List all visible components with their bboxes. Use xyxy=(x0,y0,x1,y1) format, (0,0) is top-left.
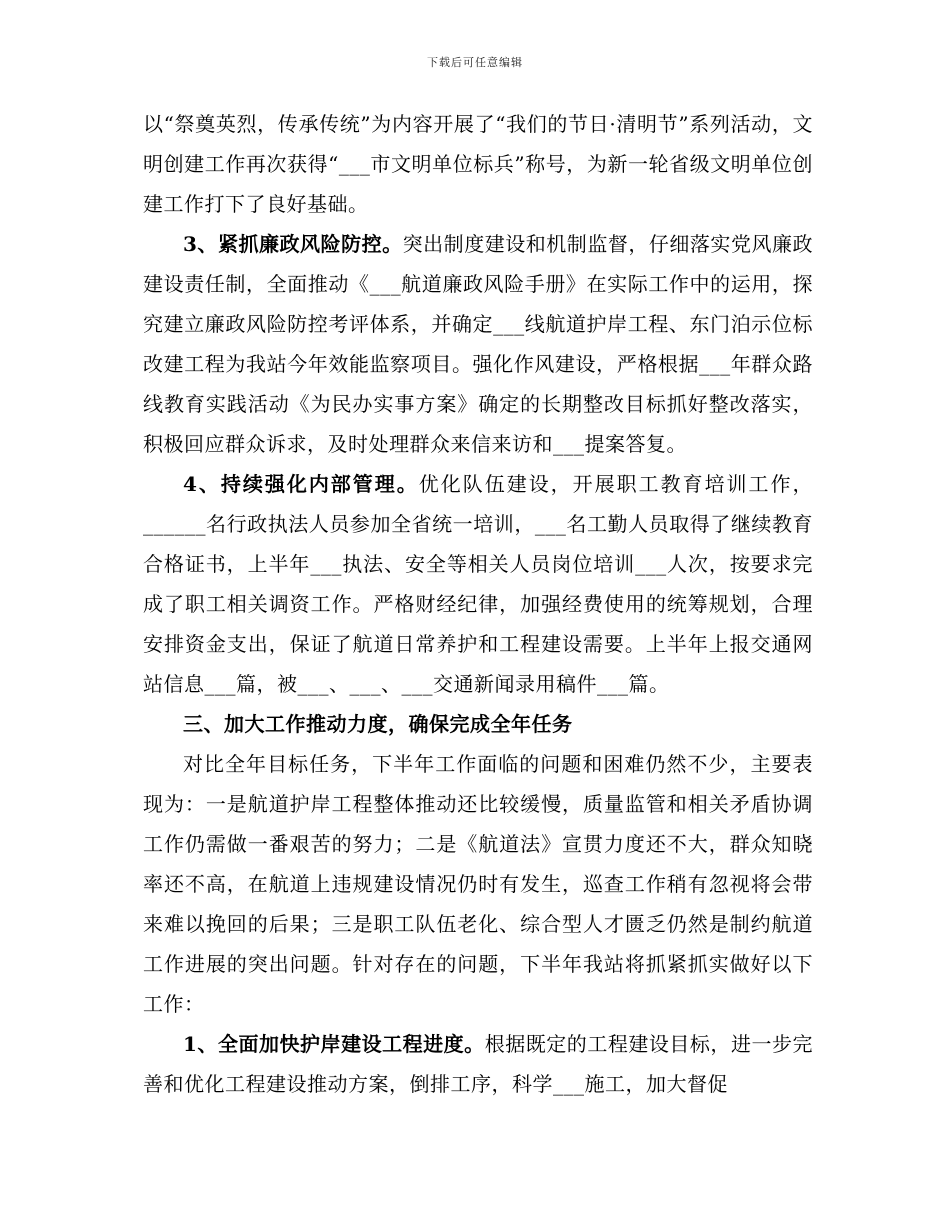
paragraph-6 xyxy=(143,1024,813,1104)
section-heading: 1、全面加快护岸建设工程进度。 xyxy=(183,1032,485,1056)
paragraph-text: 对比全年目标任务，下半年工作面临的问题和困难仍然不少，主要表现为：一是航道护岸工程整体推动还比较缓慢，质量监管和相关矛盾协调工作仍需做一番艰苦的努力；二是《航道法》宣贯力度还不大，群众知晓率还不高，在航道上违规建设情况仍时有发生，巡查工作稍有忽视将会带来难以挽回的后果；三是职工队伍老化、综合型人才匮乏仍然是制约航道工作进展的突出问题。针对存在的问题，下半年我站将抓紧抓实做好以下工作： xyxy=(143,752,813,1016)
section-heading: 3、紧抓廉政风险防控。 xyxy=(183,232,403,256)
paragraph-text: 优化队伍建设，开展职工教育培训工作，______名行政执法人员参加全省统一培训，___名工勤人员取得了继续教育合格证书，上半年___执法、安全等相关人员岗位培训___人次，按要求完成了职工相关调资工作。严格财经纪律，加强经费使用的统筹规划，合理安排资金支出，保证了航道日常养护和工程建设需要。上半年上报交通网站信息___篇，被___、___、___交通新闻录用稿件___篇。 xyxy=(143,472,814,696)
paragraph-3 xyxy=(143,464,813,704)
paragraph-5 xyxy=(143,744,813,1024)
paragraph-text: 突出制度建设和机制监督，仔细落实党风廉政建设责任制，全面推动《___航道廉政风险手册》在实际工作中的运用，探究建立廉政风险防控考评体系，并确定___线航道护岸工程、东门泊示位标改建工程为我站今年效能监察项目。强化作风建设，严格根据___年群众路线教育实践活动《为民办实事方案》确定的长期整改目标抓好整改落实，积极回应群众诉求，及时处理群众来信来访和___提案答复。 xyxy=(143,232,814,456)
paragraph-1 xyxy=(143,104,813,224)
paragraph-2 xyxy=(143,224,813,464)
section-heading: 4、持续强化内部管理。 xyxy=(183,472,419,496)
paragraph-4 xyxy=(143,704,813,744)
document-body xyxy=(143,104,813,1104)
page-header: 下载后可任意编辑 xyxy=(427,56,523,69)
paragraph-text: 以“祭奠英烈，传承传统”为内容开展了“我们的节日·清明节”系列活动，文明创建工作再次获得“___市文明单位标兵”称号，为新一轮省级文明单位创建工作打下了良好基础。 xyxy=(143,112,813,216)
paragraph-text: 根据既定的工程建设目标，进一步完善和优化工程建设推动方案，倒排工序，科学___施工，加大督促 xyxy=(143,1032,814,1096)
section-title: 三、加大工作推动力度，确保完成全年任务 xyxy=(183,712,573,736)
